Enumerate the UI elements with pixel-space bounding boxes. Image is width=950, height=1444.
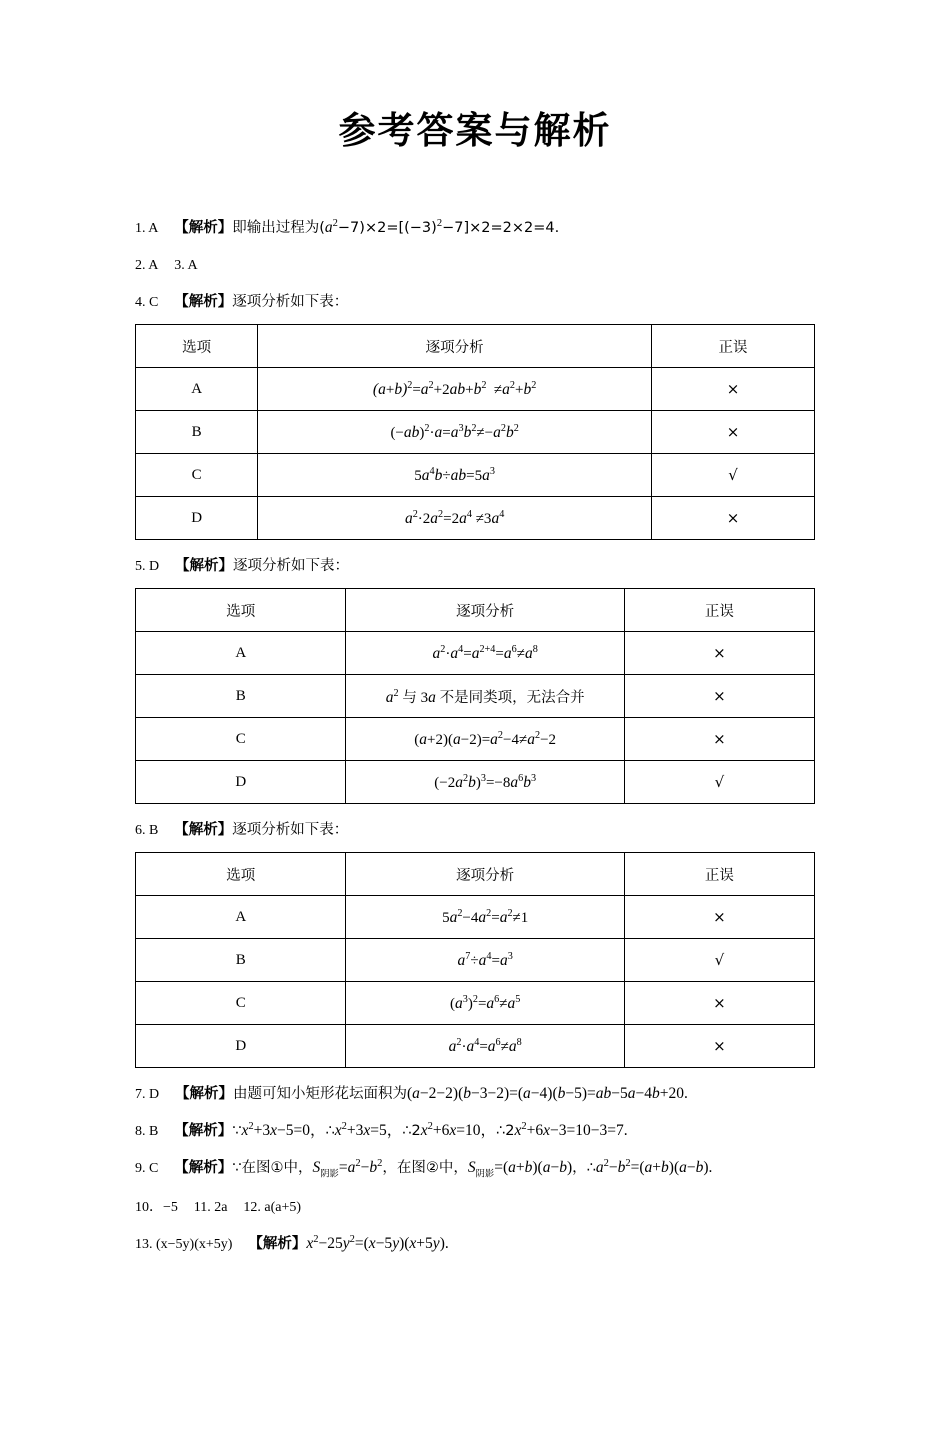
cell-analysis: $5a^4b\div ab=5a^3$ <box>258 454 652 497</box>
answer-number-8: 8. B <box>135 1124 159 1140</box>
answer-number-5: 5. D <box>135 559 160 575</box>
answer-item-5 <box>135 554 815 578</box>
cell-option: A <box>136 632 346 675</box>
answer-item-13: 13. (x−5y)(x+5y) 【解析】$x^2-25y^2=(x-5y)(x+5y)$. <box>135 1234 449 1253</box>
table-row <box>136 939 815 982</box>
column-header-analysis: 逐项分析 <box>346 853 624 896</box>
column-header-analysis: 逐项分析 <box>258 325 652 368</box>
explain-label-5: 【解析】 <box>175 558 233 575</box>
analysis-table-4 <box>135 324 815 540</box>
cell-mark: × <box>624 718 814 761</box>
cell-mark: × <box>652 497 815 540</box>
cell-mark: √ <box>652 454 815 497</box>
answer-number-7: 7. D <box>135 1087 160 1103</box>
cell-mark: √ <box>624 761 814 804</box>
cell-mark: × <box>624 982 814 1025</box>
explain-label-4: 【解析】 <box>174 294 233 311</box>
answer-number-1: 1. A <box>135 221 159 237</box>
answer-key-page <box>0 100 950 1444</box>
cell-analysis: $(a^3)^2=a^6\ne a^5$ <box>346 982 624 1025</box>
table-row <box>136 411 815 454</box>
cell-analysis: $a^2\cdot 2a^2=2a^4 \ne 3a^4$ <box>258 497 652 540</box>
table-intro-5: 逐项分析如下表： <box>233 558 349 575</box>
cell-analysis: $a^2\cdot a^4=a^{2+4}=a^6\ne a^8$ <box>346 632 624 675</box>
answer-item-8: 8. B 【解析】$\because x^2+3x-5=0$，$\therefore x^2+3x=5$，$\therefore 2x^2+6x=10$，$\therefore 2x^2+6x-3=10-3=7$. <box>135 1121 628 1140</box>
cell-option: D <box>136 497 258 540</box>
cell-mark: × <box>624 896 814 939</box>
answer-number-2: 2. A <box>135 258 159 274</box>
answer-number-6: 6. B <box>135 823 159 839</box>
cell-mark: × <box>624 1025 814 1068</box>
explain-label-8: 【解析】 <box>174 1123 233 1140</box>
answer-number-11: 11. 2a <box>193 1200 228 1216</box>
answer-number-9: 9. C <box>135 1161 159 1177</box>
answer-number-13: 13. (x−5y)(x+5y) <box>135 1237 233 1253</box>
cell-analysis: $a^7\div a^4=a^3$ <box>346 939 624 982</box>
answer-item-4 <box>135 290 815 314</box>
table-header-row <box>136 853 815 896</box>
explain-label-9: 【解析】 <box>174 1160 233 1177</box>
cell-mark: × <box>624 632 814 675</box>
cell-analysis: $a^2$ 与 3a 不是同类项，无法合并 <box>346 675 624 718</box>
table-row <box>136 675 815 718</box>
table-intro-4: 逐项分析如下表： <box>232 294 349 311</box>
cell-option: B <box>136 411 258 454</box>
cell-mark: × <box>624 675 814 718</box>
table-row <box>136 761 815 804</box>
table-row <box>136 896 815 939</box>
table-row <box>136 982 815 1025</box>
table-header-row <box>136 589 815 632</box>
answer-item-1: 1. A 【解析】即输出过程为$(a^2-7)\times 2=[(-3)^2-7]\times 2=2\times 2=4$. <box>135 218 560 237</box>
cell-option: C <box>136 982 346 1025</box>
answer-number-4: 4. C <box>135 295 159 311</box>
answer-item-2-3 <box>135 253 815 277</box>
table-row <box>136 718 815 761</box>
cell-analysis: $(a+b)^2=a^2+2ab+b^2 \ne a^2+b^2$ <box>258 368 652 411</box>
cell-option: C <box>136 454 258 497</box>
column-header-option: 选项 <box>136 853 346 896</box>
cell-analysis: $(a+2)(a-2)=a^2-4\ne a^2-2$ <box>346 718 624 761</box>
answer-item-9: 9. C 【解析】∵在图①中，$S_{阴影}=a^2-b^2$，在图②中，$S_{阴影}=(a+b)(a-b)$，$\therefore a^2-b^2=(a+b)(a-b)$. <box>135 1158 713 1180</box>
answer-number-10: 10．−5 <box>135 1200 178 1216</box>
cell-option: D <box>136 1025 346 1068</box>
answer-item-7: 7. D 【解析】由题可知小矩形花坛面积为(a−2−2)(b−3−2)=(a−4)(b−5)=ab−5a−4b+20. <box>135 1085 688 1103</box>
analysis-table-5 <box>135 588 815 804</box>
cell-mark: √ <box>624 939 814 982</box>
answer-number-12: 12. a(a+5) <box>243 1200 302 1216</box>
table-row <box>136 1025 815 1068</box>
cell-analysis: $5a^2-4a^2=a^2\ne 1$ <box>346 896 624 939</box>
page-title: 参考答案与解析 <box>338 109 612 152</box>
explain-label: 【解析】 <box>174 220 233 237</box>
column-header-correctness: 正误 <box>624 589 814 632</box>
table-row <box>136 497 815 540</box>
column-header-option: 选项 <box>136 589 346 632</box>
table-row <box>136 368 815 411</box>
answer-number-3: 3. A <box>174 258 198 274</box>
column-header-analysis: 逐项分析 <box>346 589 624 632</box>
cell-option: B <box>136 939 346 982</box>
table-row <box>136 632 815 675</box>
table-row <box>136 454 815 497</box>
answer-item-6 <box>135 818 815 842</box>
cell-analysis: $(-ab)^2\cdot a=a^3b^2\ne-a^2b^2$ <box>258 411 652 454</box>
column-header-option: 选项 <box>136 325 258 368</box>
cell-option: A <box>136 896 346 939</box>
cell-option: A <box>136 368 258 411</box>
cell-option: D <box>136 761 346 804</box>
answer-item-10-12 <box>135 1195 815 1219</box>
cell-option: B <box>136 675 346 718</box>
cell-option: C <box>136 718 346 761</box>
table-intro-6: 逐项分析如下表： <box>232 822 349 839</box>
explain-label-13: 【解析】 <box>248 1236 307 1253</box>
column-header-correctness: 正误 <box>624 853 814 896</box>
analysis-table-6 <box>135 852 815 1068</box>
cell-mark: × <box>652 368 815 411</box>
explain-label-7: 【解析】 <box>175 1086 233 1103</box>
explain-label-6: 【解析】 <box>174 822 233 839</box>
column-header-correctness: 正误 <box>652 325 815 368</box>
answers-content <box>135 216 815 1256</box>
cell-analysis: $(-2a^2b)^3=-8a^6b^3$ <box>346 761 624 804</box>
table-header-row <box>136 325 815 368</box>
cell-analysis: $a^2\cdot a^4=a^6\ne a^8$ <box>346 1025 624 1068</box>
cell-mark: × <box>652 411 815 454</box>
